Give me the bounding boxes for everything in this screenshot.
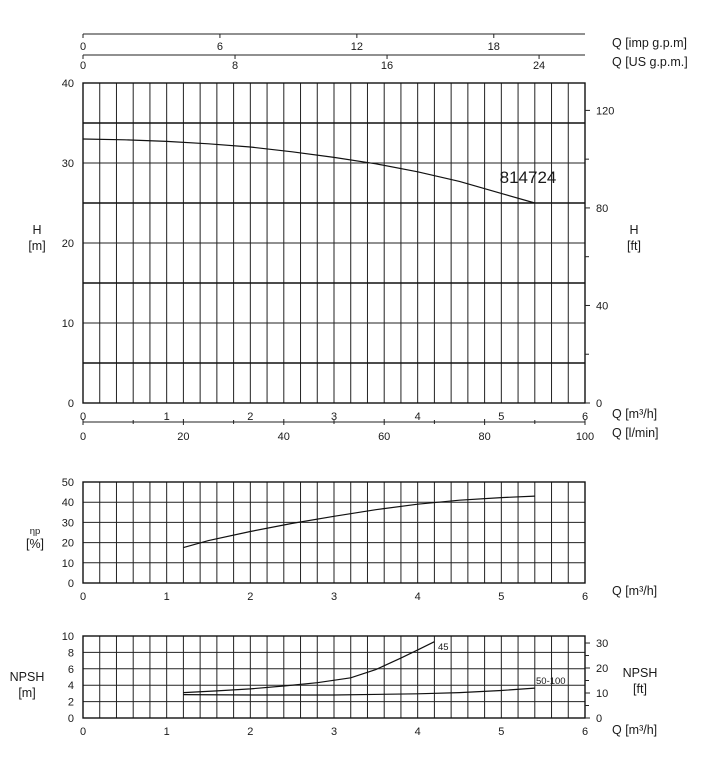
us-tick-label: 24 — [532, 60, 546, 72]
head-curve — [83, 139, 535, 203]
eff-y-axis-title: ηp — [29, 526, 41, 537]
eff-y-axis-unit: [%] — [25, 537, 45, 551]
imp-tick-label: 18 — [487, 41, 500, 53]
eff-y-tick-label: 20 — [61, 537, 74, 550]
npsh-ft-tick-label: 0 — [596, 713, 603, 725]
head-x-tick-label: 5 — [498, 411, 505, 423]
eff-y-tick-label: 10 — [61, 557, 74, 570]
npsh-y-tick-label: 8 — [67, 647, 74, 660]
head-panel — [28, 34, 687, 443]
head-y-tick-label: 20 — [61, 238, 74, 250]
npsh-x-tick-label: 0 — [79, 726, 87, 738]
lpm-tick-label: 80 — [478, 431, 491, 443]
npsh-curve-50-100-label: 50-100 — [536, 676, 566, 687]
imp-axis-title: Q [imp g.p.m] — [612, 36, 688, 50]
eff-x-tick-label: 2 — [247, 591, 254, 603]
us-tick-label: 16 — [380, 60, 394, 72]
npsh-y-axis-unit: [m] — [18, 686, 36, 700]
npsh-curve-45-label: 45 — [438, 642, 449, 653]
efficiency-curve — [183, 496, 534, 547]
npsh-x-tick-label: 4 — [414, 726, 421, 738]
lpm-tick-label: 40 — [277, 431, 290, 443]
head-x-axis-title: Q [m³/h] — [612, 407, 658, 421]
eff-y-tick-label: 50 — [61, 477, 74, 489]
head-ft-tick-label: 120 — [596, 105, 615, 118]
lpm-tick-label: 0 — [79, 431, 87, 443]
npsh-x-tick-label: 2 — [247, 726, 254, 738]
npsh-x-tick-label: 1 — [163, 726, 170, 738]
head-y-tick-label: 0 — [67, 398, 74, 410]
npsh-y-axis-title: NPSH — [9, 670, 45, 684]
head-y-tick-label: 10 — [61, 318, 74, 330]
eff-x-tick-label: 5 — [498, 591, 505, 603]
eff-x-tick-label: 4 — [414, 591, 421, 603]
lpm-axis-title: Q [l/min] — [612, 426, 659, 440]
imp-tick-label: 0 — [79, 41, 87, 53]
eff-y-tick-label: 0 — [67, 578, 74, 590]
npsh-y-tick-label: 10 — [61, 631, 74, 643]
head-x-tick-label: 1 — [163, 411, 170, 423]
us-tick-label: 8 — [231, 60, 239, 72]
eff-x-tick-label: 1 — [163, 591, 170, 603]
efficiency-panel — [26, 477, 657, 603]
npsh-ft-axis-unit: [ft] — [633, 682, 647, 696]
head-y-tick-label: 40 — [61, 78, 74, 90]
head-ft-tick-label: 40 — [596, 300, 609, 313]
head-y-tick-label: 30 — [61, 158, 74, 170]
npsh-y-tick-label: 4 — [67, 680, 74, 693]
lpm-tick-label: 20 — [177, 431, 190, 443]
npsh-ft-axis-title: NPSH — [622, 666, 658, 680]
npsh-x-tick-label: 5 — [498, 726, 505, 738]
head-ft-axis-unit: [ft] — [627, 239, 641, 253]
imp-tick-label: 12 — [350, 41, 363, 53]
us-tick-label: 0 — [79, 60, 87, 72]
head-curve-label: 814724 — [499, 168, 557, 187]
npsh-x-tick-label: 3 — [330, 726, 338, 738]
eff-x-tick-label: 6 — [581, 591, 589, 603]
imp-tick-label: 6 — [216, 41, 223, 53]
npsh-ft-tick-label: 20 — [596, 663, 609, 676]
lpm-tick-label: 60 — [378, 431, 391, 443]
npsh-panel — [10, 631, 658, 738]
head-y-axis-unit: [m] — [28, 239, 46, 253]
npsh-y-tick-label: 2 — [67, 696, 74, 709]
head-ft-axis-title: H — [629, 223, 639, 237]
npsh-ft-tick-label: 30 — [596, 638, 609, 651]
eff-y-tick-label: 40 — [61, 497, 74, 510]
eff-x-tick-label: 0 — [79, 591, 87, 603]
eff-y-tick-label: 30 — [61, 517, 74, 530]
npsh-x-tick-label: 6 — [581, 726, 589, 738]
head-x-tick-label: 0 — [79, 411, 87, 423]
head-x-tick-label: 2 — [247, 411, 254, 423]
eff-x-axis-title: Q [m³/h] — [612, 584, 658, 598]
npsh-y-tick-label: 6 — [67, 663, 74, 676]
npsh-y-tick-label: 0 — [67, 713, 74, 725]
head-x-tick-label: 3 — [330, 411, 338, 423]
head-x-tick-label: 4 — [414, 411, 421, 423]
head-ft-tick-label: 0 — [596, 398, 603, 410]
us-axis-title: Q [US g.p.m.] — [612, 55, 688, 69]
head-x-tick-label: 6 — [581, 411, 589, 423]
lpm-tick-label: 100 — [575, 431, 595, 443]
head-ft-tick-label: 80 — [596, 202, 609, 215]
npsh-curve-50-100 — [183, 688, 534, 695]
npsh-ft-tick-label: 10 — [596, 688, 609, 701]
head-y-axis-title: H — [32, 223, 42, 237]
npsh-x-axis-title: Q [m³/h] — [612, 723, 658, 737]
eff-x-tick-label: 3 — [330, 591, 338, 603]
